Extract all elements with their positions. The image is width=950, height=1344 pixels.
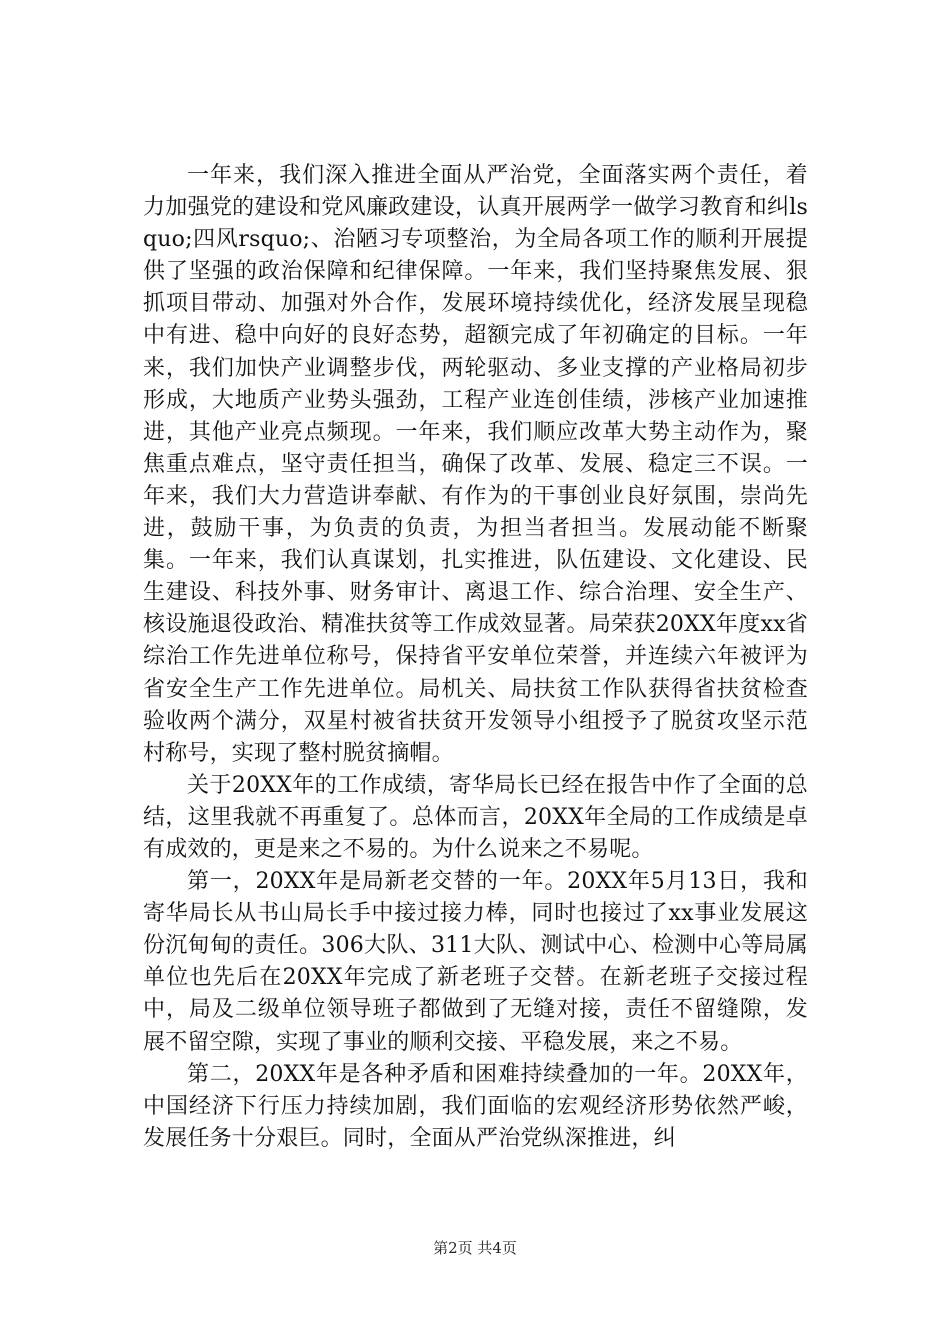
paragraph-first-point: 第一，20XX年是局新老交替的一年。20XX年5月13日，我和寄华局长从书山局长手中接过接力棒，同时也接过了xx事业发展这份沉甸甸的责任。306大队、311大队、测试中心、检测中心等局属单位也先后在20XX年完成了新老班子交替。在新老班子交接过程中，局及二级单位领导班子都做到了无缝对接，责任不留缝隙，发展不留空隙，实现了事业的顺利交接、平稳发展，来之不易。 (143, 869, 808, 1055)
paragraph-achievements: 一年来，我们深入推进全面从严治党，全面落实两个责任，着力加强党的建设和党风廉政建设，认真开展两学一做学习教育和纠lsquo;四风rsquo;、治陋习专项整治，为全局各项工作的顺利开展提供了坚强的政治保障和纪律保障。一年来，我们坚持聚焦发展、狠抓项目带动、加强对外合作，发展环境持续优化，经济发展呈现稳中有进、稳中向好的良好态势，超额完成了年初确定的目标。一年来，我们加快产业调整步伐，两轮驱动、多业支撑的产业格局初步形成，大地质产业势头强劲，工程产业连创佳绩，涉核产业加速推进，其他产业亮点频现。一年来，我们顺应改革大势主动作为，聚焦重点难点，坚守责任担当，确保了改革、发展、稳定三不误。一年来，我们大力营造讲奉献、有作为的干事创业良好氛围，崇尚先进，鼓励干事，为负责的负责，为担当者担当。发展动能不断聚集。一年来，我们认真谋划，扎实推进，队伍建设、文化建设、民生建设、科技外事、财务审计、离退工作、综合治理、安全生产、核设施退役政治、精准扶贫等工作成效显著。局荣获20XX年度xx省综治工作先进单位称号，保持省平安单位荣誉，并连续六年被评为省安全生产工作先进单位。局机关、局扶贫工作队获得省扶贫检查验收两个满分，双星村被省扶贫开发领导小组授予了脱贫攻坚示范村称号，实现了整村脱贫摘帽。 (143, 163, 808, 766)
paragraph-second-point: 第二，20XX年是各种矛盾和困难持续叠加的一年。20XX年，中国经济下行压力持续加剧，我们面临的宏观经济形势依然严峻，发展任务十分艰巨。同时，全面从严治党纵深推进，纠 (143, 1061, 808, 1151)
paragraph-summary: 关于20XX年的工作成绩，寄华局长已经在报告中作了全面的总结，这里我就不再重复了。总体而言，20XX年全局的工作成绩是卓有成效的，更是来之不易的。为什么说来之不易呢。 (143, 772, 808, 862)
document-body (143, 160, 808, 1155)
page-number-footer: 第2页 共4页 (433, 1239, 517, 1257)
